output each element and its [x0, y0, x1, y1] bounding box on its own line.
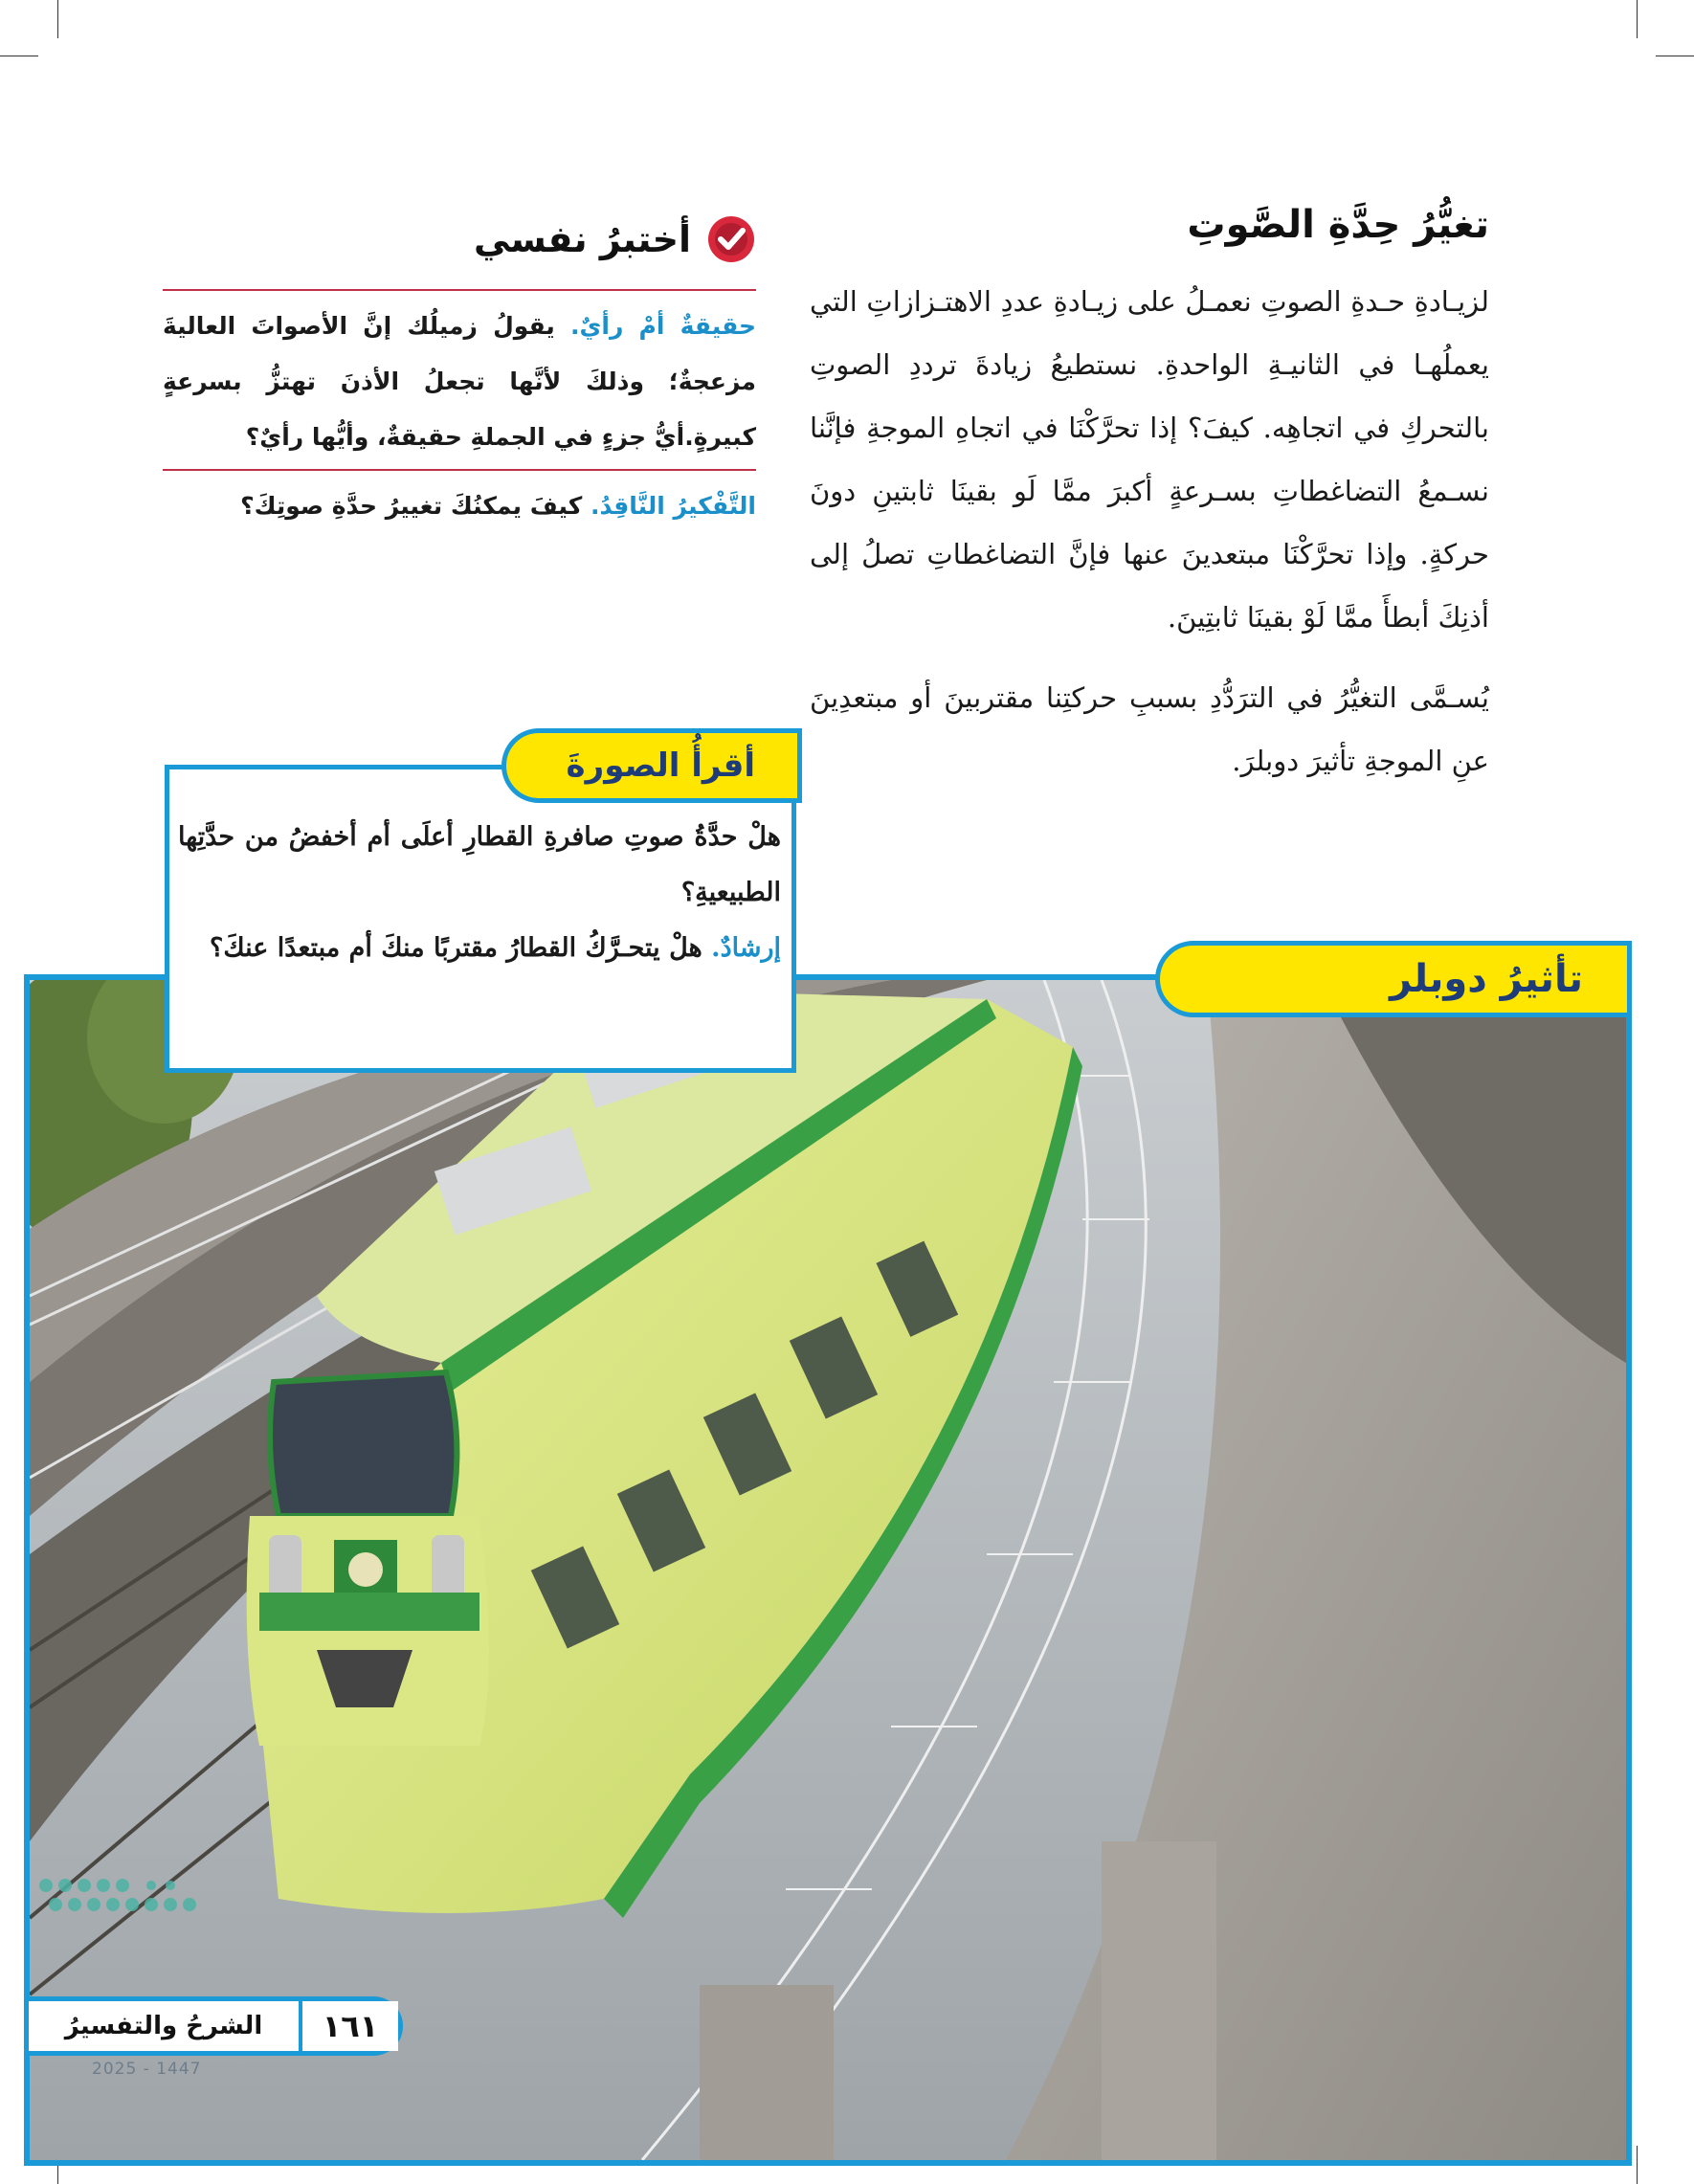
main-text [810, 270, 1489, 792]
read-picture-hint [178, 921, 781, 976]
question-text: يقولُ زميلُك إنَّ الأصواتَ العاليةَ مزعجةٌ؛ وذلكَ لأنَّها تجعلُ الأذنَ تهتزُّ بسرعةٍ كبيرةٍ.أيُّ جزءٍ في الجملةِ حقيقةٌ، وأيُّها رأيٌ؟ [163, 312, 756, 451]
checkmark-badge-icon [706, 214, 756, 264]
question-text: كيفَ يمكنُكَ تغييرُ حدَّةِ صوتِكَ؟ [240, 492, 583, 520]
page-footer-tab [24, 1996, 403, 2056]
main-paragraph: يُسـمَّى التغيُّرُ في الترَدُّدِ بسببِ حركتِنا مقتربينَ أو مبتعدِينَ عنِ الموجةِ تأثيرَ دوبلرَ. [810, 681, 1489, 777]
hint-label: إرشادٌ. [711, 933, 781, 963]
self-test-title: أختبرُ نفسي [473, 218, 691, 260]
section-label: الشرحُ والتفسيرُ [64, 2012, 263, 2040]
read-picture-tab: أقرأُ الصورةَ [502, 728, 802, 803]
page-number: ١٦١ [299, 2001, 398, 2051]
ministry-logo-icon [27, 1866, 218, 1943]
crop-mark [1637, 0, 1638, 38]
edition-year: 2025 - 1447 [92, 2060, 202, 2079]
doppler-tab: تأثيرُ دوبلر [1155, 941, 1632, 1017]
question-label: حقيقةٌ أمْ رأيٌ. [570, 312, 756, 340]
crop-mark [1637, 2146, 1638, 2184]
divider [163, 289, 756, 291]
crop-mark [57, 0, 58, 38]
train-photo [24, 974, 1632, 2166]
self-test-question [163, 299, 756, 465]
self-test-box [163, 211, 756, 534]
self-test-question [163, 479, 756, 534]
divider [163, 469, 756, 471]
train-illustration [30, 980, 1626, 2160]
section-heading: تغيُّرُ حِدَّةِ الصَّوتِ [1187, 203, 1489, 247]
read-picture-text [178, 810, 781, 976]
main-paragraph: لزيـادةِ حـدةِ الصوتِ نعمـلُ على زيـادةِ عددِ الاهتـزازاتِ التي يعملُهـا في الثانيـةِ الواحدةِ. نستطيعُ زيادةَ ترددِ الصوتِ بالتحركِ في اتجاهِه. كيفَ؟ إذا تحرَّكْنَا في اتجاهِ الموجةِ فإنَّنا نسـمعُ التضاغطاتِ بسـرعةٍ أكبرَ ممَّا لَو بقينَا ثابتينِ دونَ حركةٍ. وإذا تحرَّكْنَا مبتعدينَ عنها فإنَّ التضاغطاتِ تصلُ إلى أذنِكَ أبطأَ ممَّا لَوْ بقينَا ثابتِينَ. [810, 285, 1489, 634]
self-test-header [163, 211, 756, 268]
read-picture-question: هلْ حدَّةُ صوتِ صافرةِ القطارِ أعلَى أم أخفضُ من حدَّتِها الطبيعيةِ؟ [178, 822, 781, 907]
hint-text: هلْ يتحـرَّكُ القطارُ مقتربًا منكَ أم مبتعدًا عنكَ؟ [210, 933, 702, 963]
question-label: التَّفْكيرُ النَّاقِدُ. [590, 492, 756, 520]
